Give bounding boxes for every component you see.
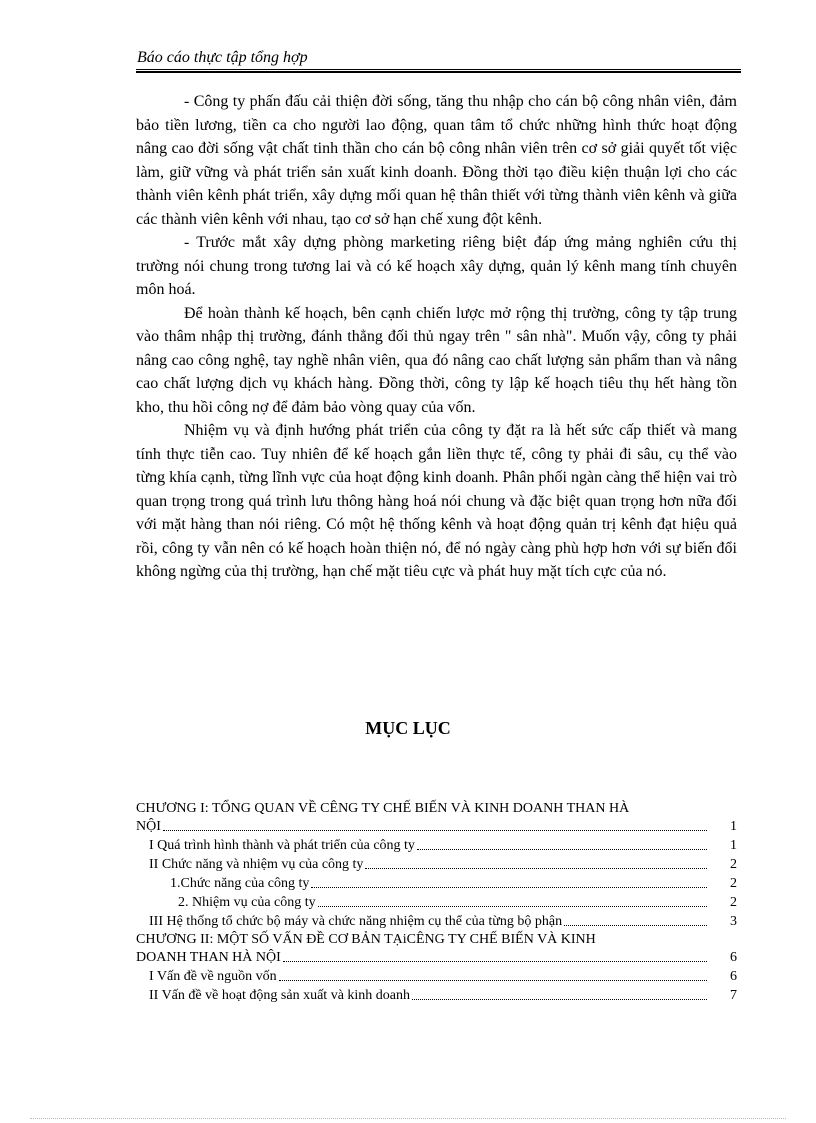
toc-item[interactable]: [136, 893, 737, 912]
dot-leader: [318, 906, 707, 907]
dot-leader: [283, 961, 707, 962]
toc-item[interactable]: [136, 855, 737, 874]
toc-chapter-2[interactable]: [136, 931, 737, 967]
paragraph: Nhiệm vụ và định hướng phát triển của công ty đặt ra là hết sức cấp thiết và mang tính thực tiễn cao. Tuy nhiên để kế hoạch gắn liền thực tế, công ty phải đi sâu, cụ thể vào từng khía cạnh, từng lĩnh vực của hoạt động kinh doanh. Phân phối ngàn càng thể hiện vai trò quan trọng trong quá trình lưu thông hàng hoá nói chung và đặc biệt quan trọng hơn nữa đối với mặt hàng than nói riêng. Có một hệ thống kênh và hoạt động quản trị kênh đạt hiệu quả rồi, công ty vẫn nên có kế hoạch hoàn thiện nó, để nó ngày càng phù hợp hơn với sự biến đổi không ngừng của thị trường, hạn chế mặt tiêu cực và phát huy mặt tích cực của nó.: [136, 422, 737, 580]
toc-item[interactable]: [136, 874, 737, 893]
toc-page-number: 2: [730, 876, 737, 891]
toc-page-number: 3: [730, 914, 737, 929]
toc-chapter-1[interactable]: [136, 800, 737, 836]
dot-leader: [311, 887, 707, 888]
dot-leader: [163, 830, 707, 831]
dot-leader: [564, 925, 707, 926]
header-rule: [136, 69, 741, 70]
toc-page-number: 1: [730, 819, 737, 834]
toc-title: MỤC LỤC: [365, 718, 451, 738]
dot-leader: [365, 868, 707, 869]
dot-leader: [417, 849, 707, 850]
toc-chapter-heading: CHƯƠNG II: MỘT SỐ VẤN ĐỀ CƠ BẢN TẠiCÊNG TY CHẾ BIẾN VÀ KINH: [136, 932, 596, 947]
toc-page-number: 6: [730, 969, 737, 984]
paragraph: Để hoàn thành kế hoạch, bên cạnh chiến lược mở rộng thị trường, công ty tập trung vào thâm nhập thị trường, đánh thẳng đối thủ ngay trên " sân nhà". Muốn vậy, công ty phải nâng cao công nghệ, tay nghề nhân viên, qua đó nâng cao chất lượng sản phẩm than và nâng cao chất lượng dịch vụ khách hàng. Đồng thời, công ty lập kế hoạch tiêu thụ hết hàng tồn kho, thu hồi công nợ để đảm bảo vòng quay của vốn.: [136, 304, 737, 416]
header-title: Báo cáo thực tập tổng hợp: [137, 49, 308, 66]
toc-page-number: 1: [730, 838, 737, 853]
toc-item-label: I Vấn đề về nguồn vốn: [149, 969, 277, 984]
toc-item-label: 2. Nhiệm vụ của công ty: [178, 895, 316, 910]
toc-item-label: III Hệ thống tổ chức bộ máy và chức năng nhiệm cụ thể của từng bộ phận: [149, 914, 563, 929]
toc-item-label: II Vấn đề về hoạt động sản xuất và kinh doanh: [149, 988, 411, 1003]
toc-page-number: 7: [730, 988, 737, 1003]
toc-page-number: 6: [730, 950, 737, 965]
toc-page-number: 2: [730, 857, 737, 872]
paragraph: - Trước mắt xây dựng phòng marketing riêng biệt đáp ứng mảng nghiên cứu thị trường nói chung trong tương lai và có kế hoạch xây dựng, quản lý kênh mang tính chuyên môn hoá.: [136, 234, 737, 298]
toc-item[interactable]: [136, 967, 737, 986]
toc-item[interactable]: [136, 986, 737, 1005]
paragraph: - Công ty phấn đấu cải thiện đời sống, tăng thu nhập cho cán bộ công nhân viên, đảm bảo tiền lương, tiền ca cho người lao động, quan tâm tổ chức những hình thức hoạt động nâng cao đời sống vật chất tinh thần cho cán bộ công nhân viên trên cơ sở giải quyết tốt việc làm, giữ vững và phát triển sản xuất kinh doanh. Đồng thời tạo điều kiện thuận lợi cho các thành viên kênh phát triển, xây dựng mối quan hệ thân thiết với từng thành viên kênh và giữa các thành viên kênh với nhau, tạo cơ sở hạn chế xung đột kênh.: [136, 93, 737, 228]
dot-leader: [279, 980, 707, 981]
body-text: [136, 90, 737, 584]
page-bottom-rule: [30, 1118, 786, 1119]
toc-item-label: II Chức năng và nhiệm vụ của công ty: [149, 857, 364, 872]
toc-item-label: 1.Chức năng của công ty: [170, 876, 310, 891]
toc-item[interactable]: [136, 912, 737, 931]
toc-page-number: 2: [730, 895, 737, 910]
header-rule-thick: [136, 71, 741, 73]
toc-chapter-heading-tail: DOANH THAN HÀ NỘI: [136, 950, 281, 965]
toc-item[interactable]: [136, 836, 737, 855]
table-of-contents: [136, 800, 737, 1005]
dot-leader: [412, 999, 707, 1000]
toc-chapter-heading: CHƯƠNG I: TỔNG QUAN VỀ CÊNG TY CHẾ BIẾN VÀ KINH DOANH THAN HÀ: [136, 801, 630, 816]
toc-chapter-heading-tail: NỘI: [136, 819, 161, 834]
toc-item-label: I Quá trình hình thành và phát triển của công ty: [149, 838, 415, 853]
page-header: [136, 48, 741, 73]
